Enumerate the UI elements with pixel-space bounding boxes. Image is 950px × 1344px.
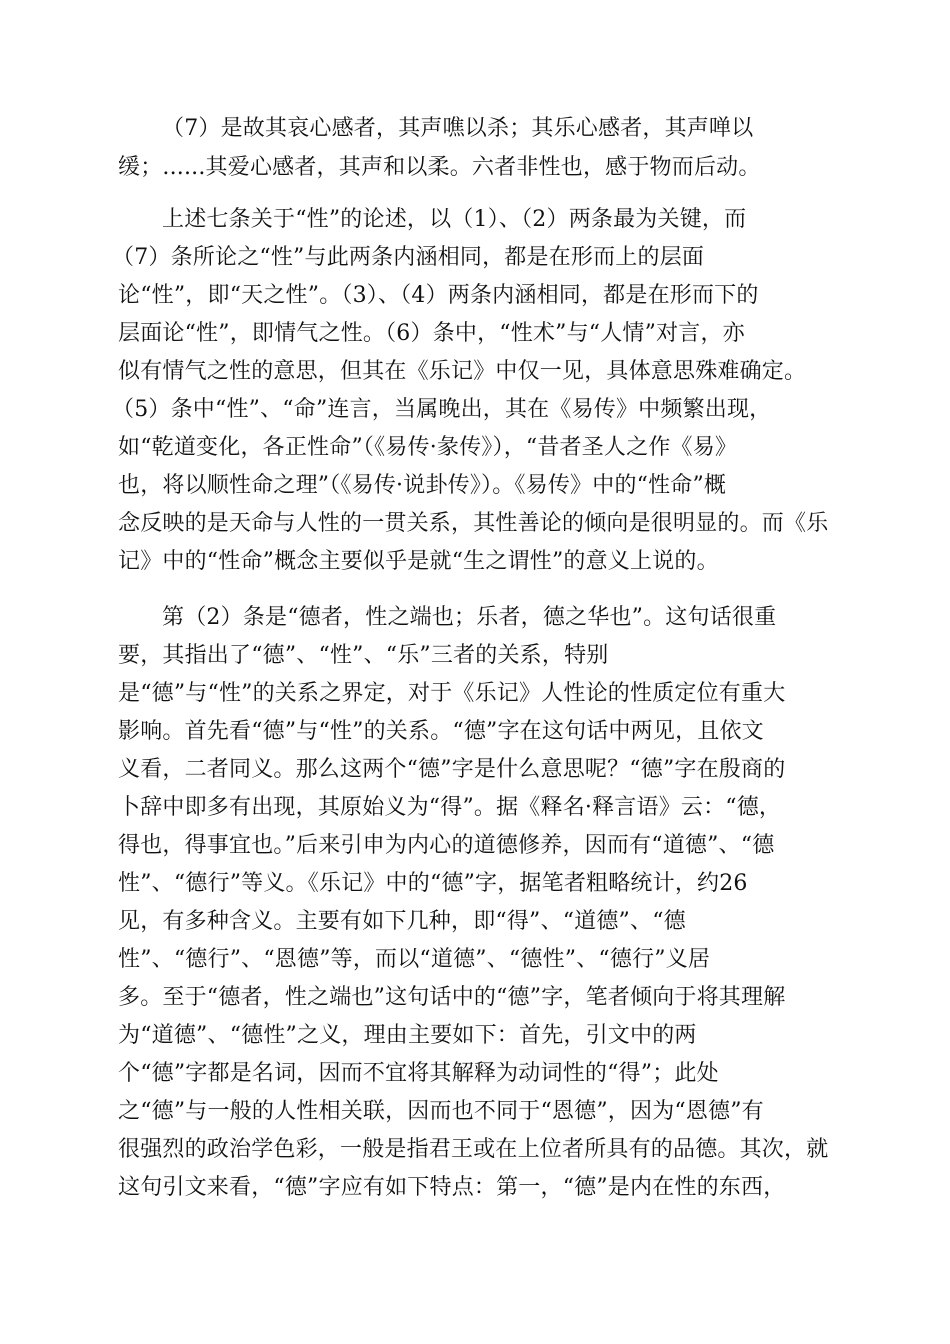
text-line: 要，其指出了“德”、“性”、“乐”三者的关系，特别 — [118, 643, 609, 668]
text-line: 个“德”字都是名词，因而不宜将其解释为动词性的“得”；此处 — [118, 1061, 719, 1086]
text-line: 性”、“德行”、“恩德”等，而以“道德”、“德性”、“德行”义居 — [118, 947, 711, 972]
text-line: 见，有多种含义。主要有如下几种，即“得”、“道德”、“德 — [118, 909, 686, 934]
text-line: 之“德”与一般的人性相关联，因而也不同于“恩德”，因为“恩德”有 — [118, 1099, 764, 1124]
text-line: 也，将以顺性命之理”（《易传·说卦传》）。《易传》中的“性命”概 — [118, 473, 727, 498]
text-line: 缓；......其爱心感者，其声和以柔。六者非性也，感于物而后动。 — [118, 155, 761, 180]
text-line: 似有情气之性的意思，但其在《乐记》中仅一见，具体意思殊难确定。 — [118, 359, 807, 384]
text-line: （7）条所论之“性”与此两条内涵相同，都是在形而上的层面 — [112, 245, 705, 270]
text-line: 第（2）条是“德者，性之端也；乐者，德之华也”。这句话很重 — [162, 605, 777, 630]
text-line: 卜辞中即多有出现，其原始义为“得”。据《释名·释言语》云：“德， — [118, 795, 782, 820]
text-line: （7）是故其哀心感者，其声噍以杀；其乐心感者，其声啴以 — [162, 116, 754, 141]
text-line: 论“性”，即“天之性”。（3）、（4）两条内涵相同，都是在形而下的 — [118, 283, 759, 308]
text-line: 性”、“德行”等义。《乐记》中的“德”字，据笔者粗略统计，约26 — [118, 871, 748, 896]
text-line: 义看，二者同义。那么这两个“德”字是什么意思呢？“德”字在殷商的 — [118, 757, 786, 782]
text-line: 很强烈的政治学色彩，一般是指君王或在上位者所具有的品德。其次，就 — [118, 1137, 829, 1162]
text-line: 影响。首先看“德”与“性”的关系。“德”字在这句话中两见，且依文 — [118, 719, 764, 744]
text-line: 如“乾道变化，各正性命”（《易传·彖传》），“昔者圣人之作《易》 — [118, 435, 738, 460]
text-line: 这句引文来看，“德”字应有如下特点：第一，“德”是内在性的东西， — [118, 1175, 786, 1200]
text-line: （5）条中“性”、“命”连言，当属晚出，其在《易传》中频繁出现， — [112, 397, 772, 422]
text-line: 层面论“性”，即情气之性。（6）条中，“性术”与“人情”对言，亦 — [118, 321, 745, 346]
text-line: 念反映的是天命与人性的一贯关系，其性善论的倾向是很明显的。而《乐 — [118, 511, 829, 536]
text-line: 上述七条关于“性”的论述，以（1）、（2）两条最为关键，而 — [162, 207, 747, 232]
text-line: 得也，得事宜也。”后来引申为内心的道德修养，因而有“道德”、“德 — [118, 833, 775, 858]
text-line: 记》中的“性命”概念主要似乎是就“生之谓性”的意义上说的。 — [118, 549, 719, 574]
text-line: 为“道德”、“德性”之义，理由主要如下：首先，引文中的两 — [118, 1023, 697, 1048]
text-line: 是“德”与“性”的关系之界定，对于《乐记》人性论的性质定位有重大 — [118, 681, 786, 706]
text-line: 多。至于“德者，性之端也”这句话中的“德”字，笔者倾向于将其理解 — [118, 985, 786, 1010]
